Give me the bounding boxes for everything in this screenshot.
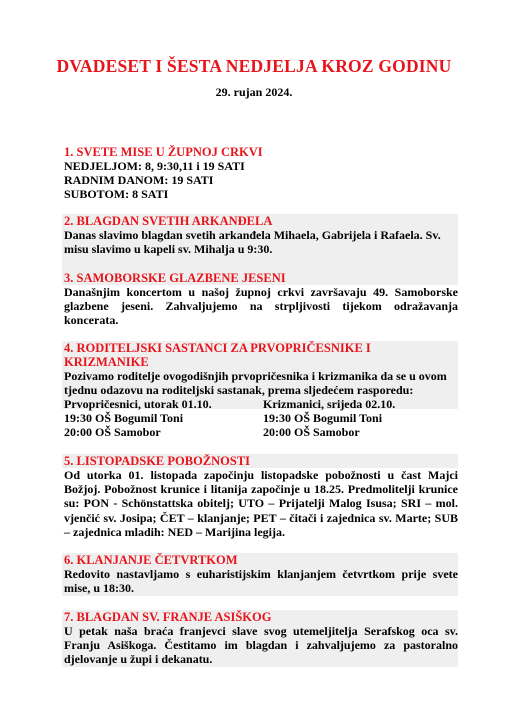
section-text: Redovito nastavljamo s euharistijskim klanjanjem četvrtkom prije svete mise, u 18:30. bbox=[64, 567, 458, 596]
section-title: 5. LISTOPADSKE POBOŽNOSTI bbox=[62, 454, 458, 468]
section-text: Pozivamo roditelje ovogodišnjih prvopričesnika i krizmanika da se u ovom tjednu odazovu na roditeljski sastanak, prema sljedećem rasporedu: bbox=[62, 369, 458, 409]
section-title: 2. BLAGDAN SVETIH ARKANĐELA bbox=[62, 214, 458, 228]
section-adoration bbox=[62, 553, 458, 596]
schedule-line: Krizmanici, srijeda 02.10. bbox=[263, 397, 396, 411]
schedule-line: 19:30 OŠ Bogumil Toni bbox=[64, 411, 184, 426]
section-title: 1. SVETE MISE U ŽUPNOJ CRKVI bbox=[64, 145, 263, 159]
section-st-francis bbox=[62, 610, 458, 667]
schedule-line: Prvopričesnici, utorak 01.10. bbox=[64, 397, 212, 411]
schedule-line: 19:30 OŠ Bogumil Toni bbox=[263, 411, 383, 426]
page-date: 29. rujan 2024. bbox=[215, 85, 293, 99]
section-music-autumn bbox=[62, 271, 458, 328]
schedule-confirmation bbox=[263, 397, 458, 440]
section-title: 3. SAMOBORSKE GLAZBENE JESENI bbox=[62, 271, 458, 285]
section-title: 6. KLANJANJE ČETVRTKOM bbox=[62, 553, 458, 567]
mass-sunday: NEDJELJOM: 8, 9:30,11 i 19 SATI bbox=[64, 159, 245, 173]
section-archangels bbox=[62, 214, 458, 271]
section-text: U petak naša braća franjevci slave svog utemeljitelja Serafskog oca sv. Franju Asiškoga. Čestitamo im blagdan i zahvaljujemo za pastoralno djelovanje u župi i dekanatu. bbox=[64, 624, 458, 667]
section-text: Danas slavimo blagdan svetih arkanđela Mihaela, Gabrijela i Rafaela. Sv. misu slavimo u kapeli sv. Mihalja u 9:30. bbox=[62, 228, 458, 271]
schedule-line: 20:00 OŠ Samobor bbox=[64, 425, 161, 440]
page-title: DVADESET I ŠESTA NEDJELJA KROZ GODINU bbox=[56, 56, 452, 76]
schedule-line: 20:00 OŠ Samobor bbox=[263, 425, 360, 440]
mass-saturday: SUBOTOM: 8 SATI bbox=[64, 187, 169, 202]
section-october-devotions bbox=[62, 454, 458, 539]
section-title: 7. BLAGDAN SV. FRANJE ASIŠKOG bbox=[62, 610, 458, 624]
mass-weekday: RADNIM DANOM: 19 SATI bbox=[64, 173, 214, 188]
section-text: Današnjim koncertom u našoj župnoj crkvi završavaju 49. Samoborske glazbene jeseni. Zahvaljujemo na strpljivosti tijekom odražavanja koncerata. bbox=[64, 285, 458, 328]
section-title: 4. RODITELJSKI SASTANCI ZA PRVOPRIČESNIKE I KRIZMANIKE bbox=[62, 341, 458, 369]
schedule-first-communion bbox=[64, 397, 262, 440]
section-text: Od utorka 01. listopada započinju listopadske pobožnosti u čast Majci Božjoj. Pobožnost krunice i litanija započinje u 18.25. Predmolitelji krunice su: PON - Schönstattska obitelj; UTO – Prijatelji Malog Isusa; SRI – mol. vjenčić sv. Josipa; ČET – klanjanje; PET – čitači i zajednica sv. Marte; SUB – zajednica mladih: NED – Marijina legija. bbox=[64, 468, 458, 539]
section-masses bbox=[62, 145, 458, 202]
